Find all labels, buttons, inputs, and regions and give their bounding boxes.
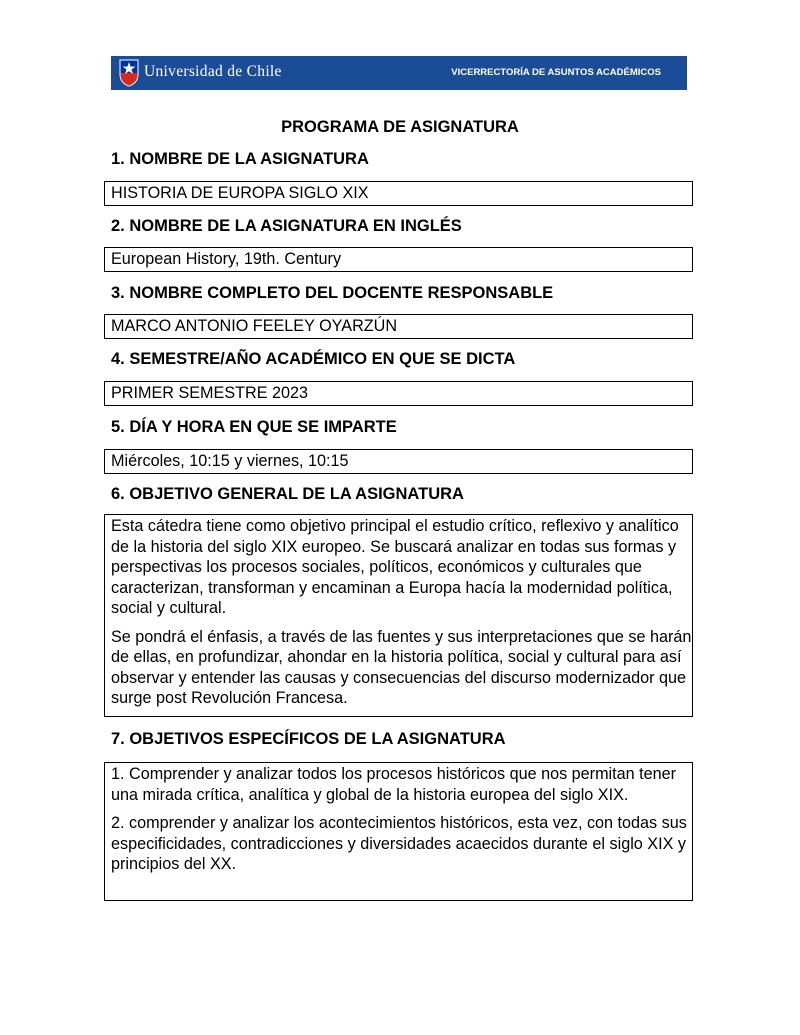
- section-6-paragraph-1: Esta cátedra tiene como objetivo principal el estudio crítico, reflexivo y analítico de la historia del siglo XIX europeo. Se buscará analizar en todas sus formas y perspectivas los procesos sociales, políticos, económicos y culturales que caracterizan, transforman y encaminan a Europa hacía la modernidad política, social y cultural.: [111, 517, 679, 617]
- section-5-box: [104, 449, 693, 474]
- document-title: PROGRAMA DE ASIGNATURA: [281, 118, 519, 136]
- section-1-text: HISTORIA DE EUROPA SIGLO XIX: [111, 184, 369, 202]
- section-4-box: [104, 381, 693, 406]
- university-crest-icon: [119, 59, 139, 87]
- section-7-heading: 7. OBJETIVOS ESPECÍFICOS DE LA ASIGNATURA: [111, 730, 506, 748]
- header-banner: [111, 56, 687, 90]
- section-1-box: [104, 181, 693, 206]
- section-3-text: MARCO ANTONIO FEELEY OYARZÚN: [111, 317, 398, 335]
- section-4-heading: 4. SEMESTRE/AÑO ACADÉMICO EN QUE SE DICTA: [111, 350, 516, 368]
- section-1-heading: 1. NOMBRE DE LA ASIGNATURA: [111, 150, 369, 168]
- section-5-text: Miércoles, 10:15 y viernes, 10:15: [111, 452, 349, 470]
- section-7-paragraph-2: 2. comprender y analizar los acontecimientos históricos, esta vez, con todas sus especificidades, contradicciones y diversidades acaecidos durante el siglo XIX y principios del XX.: [111, 814, 687, 873]
- vicerrectoria-label: VICERRECTORÍA DE ASUNTOS ACADÉMICOS: [451, 67, 661, 78]
- section-3-heading: 3. NOMBRE COMPLETO DEL DOCENTE RESPONSABLE: [111, 284, 554, 302]
- section-2-box: [104, 247, 693, 272]
- section-5-heading: 5. DÍA Y HORA EN QUE SE IMPARTE: [111, 418, 397, 436]
- section-6-heading: 6. OBJETIVO GENERAL DE LA ASIGNATURA: [111, 485, 464, 503]
- section-6-paragraph-2: Se pondrá el énfasis, a través de las fuentes y sus interpretaciones que se harán de ellas, en profundizar, ahondar en la historia política, social y cultural para así observar y entender las causas y consecuencias del discurso modernizador que surge post Revolución Francesa.: [111, 627, 692, 707]
- section-2-heading: 2. NOMBRE DE LA ASIGNATURA EN INGLÉS: [111, 217, 462, 235]
- section-7-paragraph-1: 1. Comprender y analizar todos los procesos históricos que nos permitan tener una mirada crítica, analítica y global de la historia europea del siglo XIX.: [111, 765, 677, 804]
- section-2-text: European History, 19th. Century: [111, 250, 342, 268]
- section-3-box: [104, 314, 693, 339]
- section-4-text: PRIMER SEMESTRE 2023: [111, 384, 309, 402]
- university-name: Universidad de Chile: [144, 63, 282, 80]
- section-6-box: [104, 514, 693, 717]
- section-7-box: [104, 762, 693, 901]
